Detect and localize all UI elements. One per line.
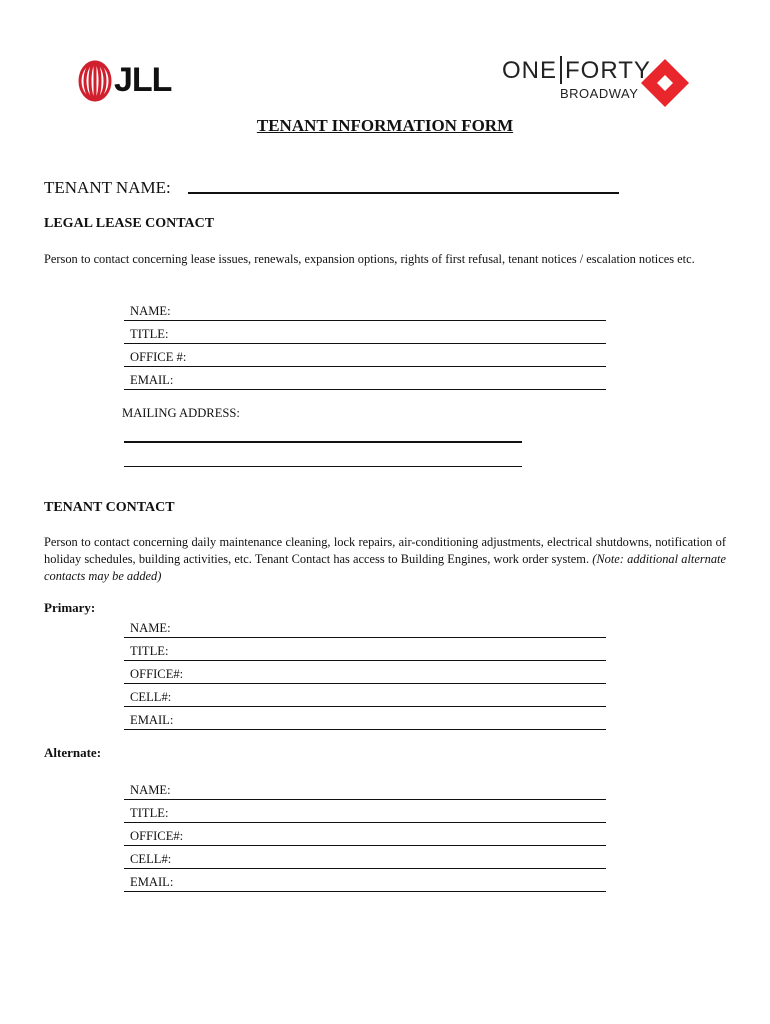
- legal-email-field[interactable]: EMAIL:: [124, 372, 606, 390]
- tenant-name-label: TENANT NAME:: [44, 178, 171, 197]
- alternate-cell-field[interactable]: CELL#:: [124, 851, 606, 869]
- mailing-address-line-1[interactable]: [124, 441, 522, 443]
- primary-title-field[interactable]: TITLE:: [124, 643, 606, 661]
- tenant-contact-note: (Note: additional alternate contacts may be added): [44, 552, 726, 583]
- mailing-address-line-2[interactable]: [124, 466, 522, 467]
- mailing-address-label: MAILING ADDRESS:: [122, 406, 240, 420]
- tenant-contact-description: [44, 534, 726, 585]
- tenant-name-field[interactable]: [188, 192, 619, 194]
- logo-one-text: ONE: [502, 57, 558, 84]
- legal-lease-description: Person to contact concerning lease issues, renewals, expansion options, rights of first refusal, tenant notices / escalation notices etc.: [44, 252, 695, 266]
- diamond-icon: [640, 58, 690, 108]
- form-title: TENANT INFORMATION FORM: [256, 116, 514, 135]
- primary-label: Primary:: [44, 600, 96, 615]
- primary-email-field[interactable]: EMAIL:: [124, 712, 606, 730]
- logo-broadway-text: BROADWAY: [560, 86, 639, 101]
- tenant-contact-heading: TENANT CONTACT: [44, 500, 175, 515]
- alternate-office-field[interactable]: OFFICE#:: [124, 828, 606, 846]
- primary-cell-field[interactable]: CELL#:: [124, 689, 606, 707]
- primary-name-field[interactable]: NAME:: [124, 620, 606, 638]
- legal-lease-heading: LEGAL LEASE CONTACT: [44, 216, 215, 231]
- logo-divider: [560, 56, 562, 84]
- jll-logo: [78, 58, 178, 106]
- legal-office-field[interactable]: OFFICE #:: [124, 349, 606, 367]
- logo-forty-text: FORTY: [565, 57, 651, 84]
- tenant-contact-description-text: Person to contact concerning daily maintenance cleaning, lock repairs, air-conditioning adjustments, electrical shutdowns, notification of holiday schedules, building activities, etc. Tenant Contact has access to Building Engines, work order system.: [44, 535, 726, 566]
- primary-office-field[interactable]: OFFICE#:: [124, 666, 606, 684]
- legal-title-field[interactable]: TITLE:: [124, 326, 606, 344]
- alternate-email-field[interactable]: EMAIL:: [124, 874, 606, 892]
- alternate-label: Alternate:: [44, 745, 102, 760]
- legal-name-field[interactable]: NAME:: [124, 303, 606, 321]
- one-forty-broadway-logo: [502, 54, 692, 110]
- jll-logo-mark-icon: [78, 60, 112, 102]
- jll-logo-text: JLL: [114, 61, 172, 99]
- alternate-name-field[interactable]: NAME:: [124, 782, 606, 800]
- alternate-title-field[interactable]: TITLE:: [124, 805, 606, 823]
